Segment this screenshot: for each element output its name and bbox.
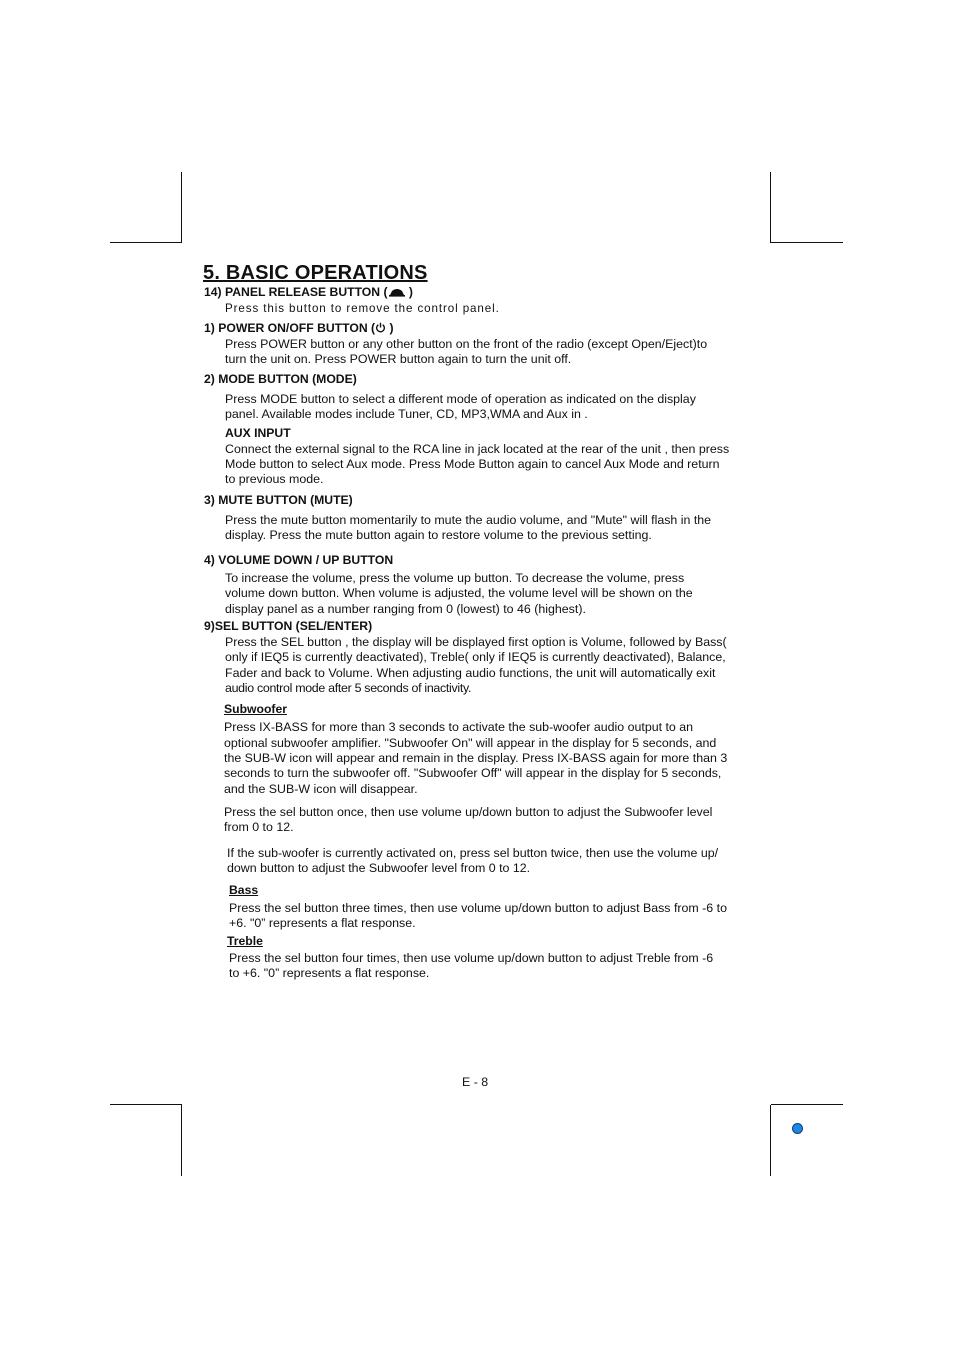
power-icon xyxy=(375,322,386,337)
treble-heading: Treble xyxy=(227,934,263,948)
crop-mark-top-right-vertical xyxy=(770,172,771,243)
crop-mark-top-left-vertical xyxy=(181,172,182,243)
treble-text-line: to +6. "0” represents a flat response. xyxy=(229,966,430,980)
subwoofer-active-text-line: If the sub-woofer is currently activated on, press sel button twice, then use the volume up/ xyxy=(227,846,719,860)
panel-release-text-line: Press this button to remove the control panel. xyxy=(225,302,500,315)
crop-mark-bottom-left-vertical xyxy=(181,1105,182,1176)
sel-text-line: only if IEQ5 is currently deactivated), Treble( only if IEQ5 is currently deactivated), Balance, xyxy=(225,650,726,664)
mute-text-line: Press the mute button momentarily to mute the audio volume, and "Mute" will flash in the xyxy=(225,513,712,527)
power-heading-text: 1) POWER ON/OFF BUTTON ( xyxy=(204,321,376,335)
treble-text-line: Press the sel button four times, then use volume up/down button to adjust Treble from -6 xyxy=(229,951,714,965)
bass-text-line: +6. "0” represents a flat response. xyxy=(229,916,416,930)
volume-text-line: display panel as a number ranging from 0 (lowest) to 46 (highest). xyxy=(225,602,586,616)
subwoofer-heading: Subwoofer xyxy=(224,702,287,716)
subwoofer-text-line: the SUB-W icon will appear and remain in the display. Press IX-BASS again for more than 3 xyxy=(224,751,728,765)
aux-input-text-line: to previous mode. xyxy=(225,472,324,486)
sel-heading: 9)SEL BUTTON (SEL/ENTER) xyxy=(204,619,373,633)
registration-dot-icon xyxy=(792,1123,803,1134)
aux-input-text-line: Mode button to select Aux mode. Press Mode Button again to cancel Aux Mode and return xyxy=(225,457,720,471)
volume-heading: 4) VOLUME DOWN / UP BUTTON xyxy=(204,553,394,567)
page-title: 5. BASIC OPERATIONS xyxy=(203,262,428,284)
sel-text-line: Press the SEL button , the display will be displayed first option is Volume, followed by Bass( xyxy=(225,635,727,649)
mode-heading: 2) MODE BUTTON (MODE) xyxy=(204,372,357,386)
subwoofer-text-line: and the SUB-W icon will disappear. xyxy=(224,782,418,796)
subwoofer-text-line: optional subwoofer amplifier. "Subwoofer On" will appear in the display for 5 seconds, and xyxy=(224,736,717,750)
mute-heading: 3) MUTE BUTTON (MUTE) xyxy=(204,493,353,507)
panel-release-heading-close: ) xyxy=(405,285,413,299)
subwoofer-level-text-line: Press the sel button once, then use volume up/down button to adjust the Subwoofer level xyxy=(224,805,713,819)
aux-input-heading: AUX INPUT xyxy=(225,426,291,440)
crop-mark-bottom-left-horizontal xyxy=(110,1104,182,1105)
power-text-line: turn the unit on. Press POWER button again to turn the unit off. xyxy=(225,352,572,366)
panel-release-icon xyxy=(388,286,406,301)
power-heading xyxy=(204,321,394,337)
volume-text-line: volume down button. When volume is adjusted, the volume level will be shown on the xyxy=(225,586,693,600)
crop-mark-top-right-horizontal xyxy=(771,242,843,243)
mute-text-line: display. Press the mute button again to restore volume to the previous setting. xyxy=(225,528,652,542)
subwoofer-level-text-line: from 0 to 12. xyxy=(224,820,294,834)
subwoofer-text-line: seconds to turn the subwoofer off. "Subwoofer Off" will appear in the display for 5 seconds, xyxy=(224,766,722,780)
page-number: E - 8 xyxy=(462,1075,489,1089)
volume-text-line: To increase the volume, press the volume up button. To decrease the volume, press xyxy=(225,571,685,585)
subwoofer-text-line: Press IX-BASS for more than 3 seconds to activate the sub-woofer audio output to an xyxy=(224,720,694,734)
mode-text-line: panel. Available modes include Tuner, CD, MP3,WMA and Aux in . xyxy=(225,407,588,421)
bass-text-line: Press the sel button three times, then use volume up/down button to adjust Bass from -6 to xyxy=(229,901,727,915)
sel-text-line: Fader and back to Volume. When adjusting audio functions, the unit will automatically exit xyxy=(225,666,716,680)
subwoofer-active-text-line: down button to adjust the Subwoofer level from 0 to 12. xyxy=(227,861,531,875)
crop-mark-top-left-horizontal xyxy=(110,242,182,243)
power-text-line: Press POWER button or any other button on the front of the radio (except Open/Eject)to xyxy=(225,337,708,351)
crop-mark-bottom-right-vertical xyxy=(770,1105,771,1176)
bass-heading: Bass xyxy=(229,883,259,897)
crop-mark-bottom-right-horizontal xyxy=(771,1104,843,1105)
panel-release-heading-text: 14) PANEL RELEASE BUTTON ( xyxy=(204,285,388,299)
mode-text-line: Press MODE button to select a different mode of operation as indicated on the display xyxy=(225,392,696,406)
panel-release-heading xyxy=(204,285,413,301)
aux-input-text-line: Connect the external signal to the RCA line in jack located at the rear of the unit , then press xyxy=(225,442,730,456)
power-heading-close: ) xyxy=(386,321,394,335)
sel-text-line: audio control mode after 5 seconds of inactivity. xyxy=(225,681,472,695)
